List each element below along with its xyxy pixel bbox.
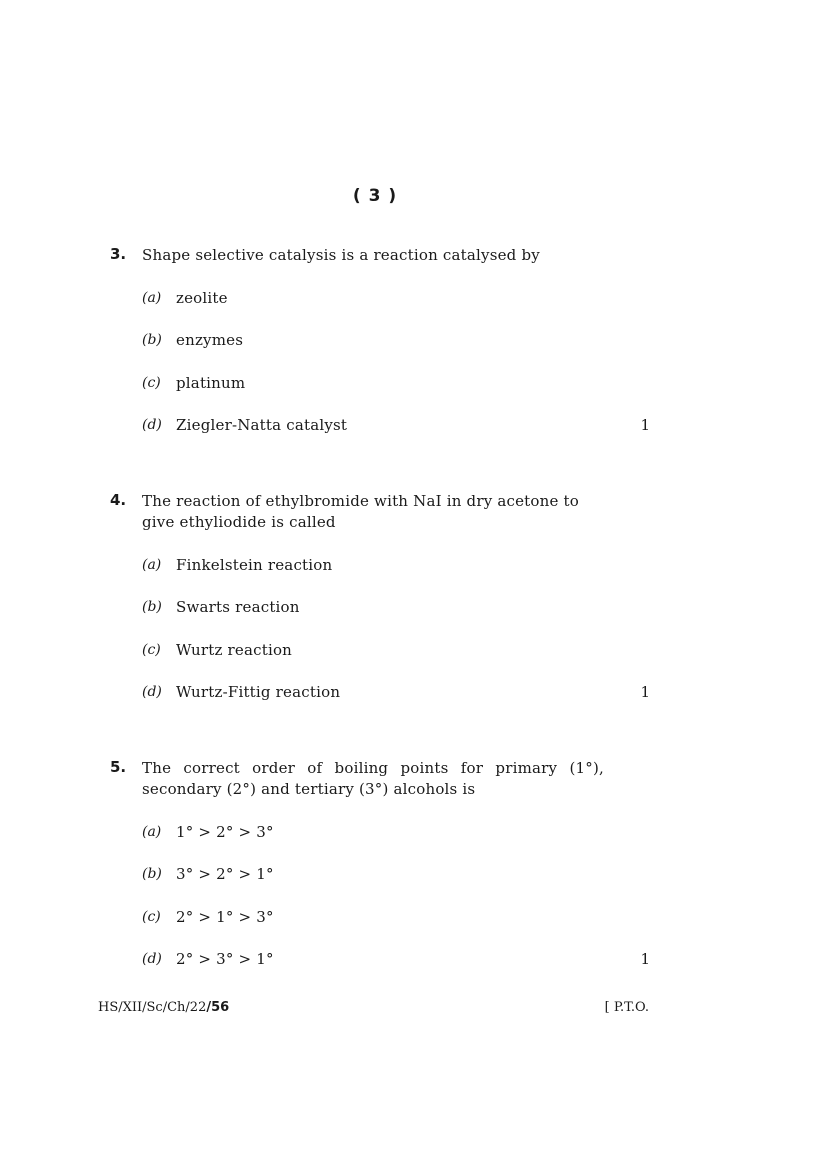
option-d xyxy=(142,415,650,436)
option-label: (b) xyxy=(142,599,162,615)
marks: 1 xyxy=(640,416,650,434)
option-label: (b) xyxy=(142,866,162,882)
option-text: zeolite xyxy=(176,289,228,307)
question-5 xyxy=(110,758,650,968)
option-label: (d) xyxy=(142,684,162,700)
option-label: (a) xyxy=(142,290,162,306)
pto-label: [ P.T.O. xyxy=(604,1000,649,1015)
question-text: Shape selective catalysis is a reaction catalysed by xyxy=(142,246,540,264)
option-label: (a) xyxy=(142,557,162,573)
option-d xyxy=(142,682,650,703)
option-b xyxy=(142,864,650,885)
option-c xyxy=(142,640,650,661)
paper-code-suffix: /56 xyxy=(206,1000,230,1015)
option-text: 2° > 1° > 3° xyxy=(176,908,274,926)
marks: 1 xyxy=(640,950,650,968)
option-text: platinum xyxy=(176,374,246,392)
option-text: Wurtz reaction xyxy=(176,641,293,659)
option-d xyxy=(142,949,650,970)
question-number: 5. xyxy=(110,758,127,776)
option-c xyxy=(142,373,650,394)
option-text: Swarts reaction xyxy=(176,598,300,616)
option-label: (b) xyxy=(142,332,162,348)
option-text: enzymes xyxy=(176,331,244,349)
option-a xyxy=(142,288,650,309)
question-text: The correct order of boiling points for primary (1°), secondary (2°) and tertiary (3°) alcohols is xyxy=(142,759,604,798)
option-label: (d) xyxy=(142,417,162,433)
option-label: (c) xyxy=(142,375,161,391)
option-a xyxy=(142,822,650,843)
marks: 1 xyxy=(640,683,650,701)
option-text: 2° > 3° > 1° xyxy=(176,950,274,968)
option-b xyxy=(142,597,650,618)
option-label: (c) xyxy=(142,909,161,925)
option-a xyxy=(142,555,650,576)
question-number: 3. xyxy=(110,245,127,263)
paper-code xyxy=(98,1000,229,1015)
option-text: Wurtz-Fittig reaction xyxy=(176,683,341,701)
paper-code-prefix: HS/XII/Sc/Ch/22 xyxy=(98,1000,207,1015)
option-text: Ziegler-Natta catalyst xyxy=(176,416,348,434)
option-text: 3° > 2° > 1° xyxy=(176,865,274,883)
option-c xyxy=(142,907,650,928)
question-4 xyxy=(110,491,650,701)
question-number: 4. xyxy=(110,491,127,509)
option-b xyxy=(142,330,650,351)
option-label: (d) xyxy=(142,951,162,967)
option-text: 1° > 2° > 3° xyxy=(176,823,274,841)
option-label: (c) xyxy=(142,642,161,658)
option-label: (a) xyxy=(142,824,162,840)
question-3 xyxy=(110,245,650,434)
option-text: Finkelstein reaction xyxy=(176,556,333,574)
question-text: The reaction of ethylbromide with NaI in dry acetone to give ethyliodide is called xyxy=(142,492,579,531)
page-number: ( 3 ) xyxy=(352,186,398,206)
